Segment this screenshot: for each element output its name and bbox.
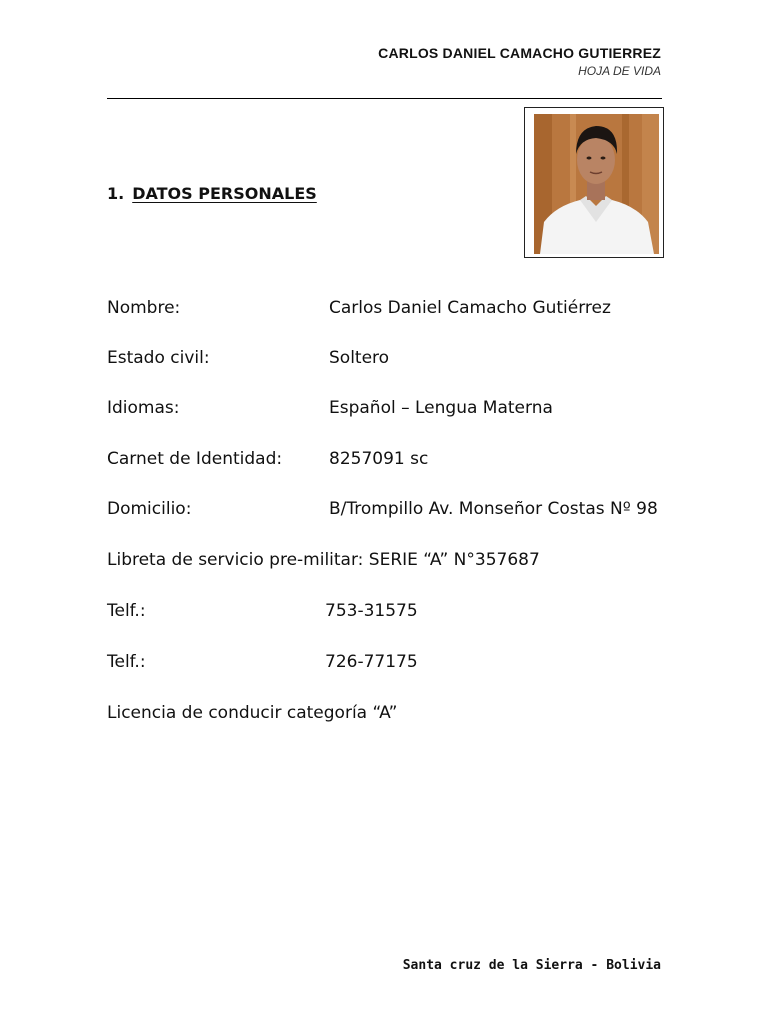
field-telf-2 — [107, 652, 418, 672]
field-label: Nombre: — [107, 298, 181, 318]
field-label: Estado civil: — [107, 348, 210, 368]
field-domicilio — [107, 499, 658, 519]
field-value: Español – Lengua Materna — [329, 398, 553, 418]
field-carnet — [107, 449, 429, 469]
field-text: Libreta de servicio pre-militar: SERIE “A” N°357687 — [107, 550, 540, 570]
field-telf-1 — [107, 601, 418, 621]
field-value: Carlos Daniel Camacho Gutiérrez — [329, 298, 611, 318]
section-number: 1. — [107, 184, 125, 203]
profile-photo-frame — [524, 107, 664, 258]
field-label: Carnet de Identidad: — [107, 449, 283, 469]
header-subtitle: HOJA DE VIDA — [578, 64, 661, 78]
header-name: CARLOS DANIEL CAMACHO GUTIERREZ — [378, 45, 661, 61]
field-licencia — [107, 703, 397, 723]
section-title — [107, 184, 317, 203]
field-label: Idiomas: — [107, 398, 180, 418]
footer-location: Santa cruz de la Sierra - Bolivia — [402, 958, 661, 973]
field-nombre — [107, 298, 611, 318]
field-libreta — [107, 550, 540, 570]
field-idiomas — [107, 398, 553, 418]
field-estado-civil — [107, 348, 390, 368]
field-value: 8257091 sc — [329, 449, 429, 469]
field-label: Telf.: — [107, 601, 146, 621]
header-divider — [107, 98, 662, 99]
field-value: 753-31575 — [325, 601, 418, 621]
field-value: 726-77175 — [325, 652, 418, 672]
field-value: Soltero — [329, 348, 390, 368]
field-label: Telf.: — [107, 652, 146, 672]
field-label: Domicilio: — [107, 499, 192, 519]
field-value: B/Trompillo Av. Monseñor Costas Nº 98 — [329, 499, 658, 519]
profile-photo — [534, 114, 659, 254]
field-text: Licencia de conducir categoría “A” — [107, 703, 398, 723]
section-title-text: DATOS PERSONALES — [132, 184, 317, 203]
